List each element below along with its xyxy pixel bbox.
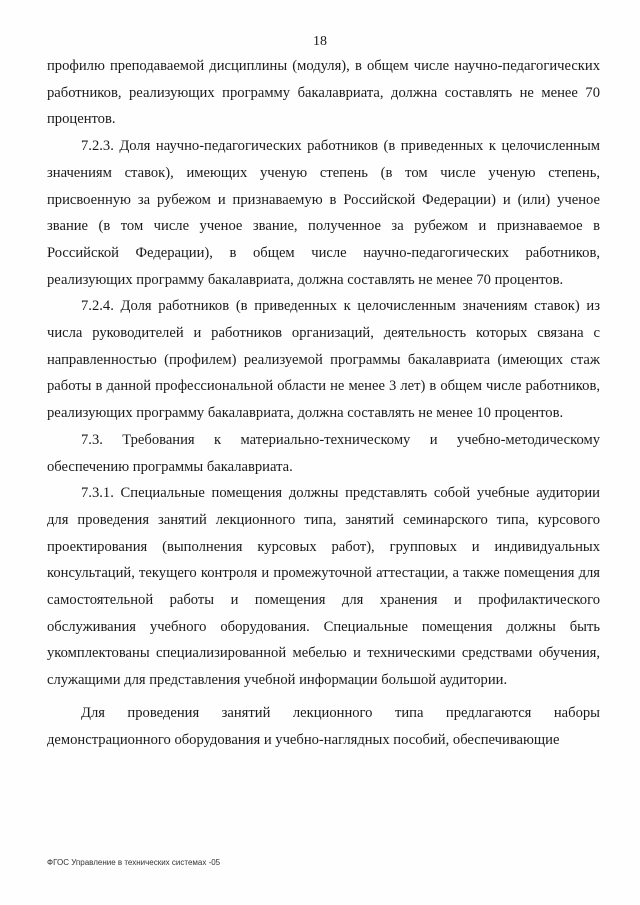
paragraph-lecture-equipment: Для проведения занятий лекционного типа предлагаются наборы демонстрационного оборудования и учебно-наглядных пособий, обеспечивающие — [47, 704, 600, 748]
paragraph-continuation: профилю преподаваемой дисциплины (модуля), в общем числе научно-педагогических работников, реализующих программу бакалавриата, должна составлять не менее 70 процентов. — [47, 58, 600, 128]
paragraph-7-3-1: 7.3.1. Специальные помещения должны представлять собой учебные аудитории для проведения занятий лекционного типа, занятий семинарского типа, курсового проектирования (выполнения курсовых работ), групповых и индивидуальных консультаций, текущего контроля и промежуточной аттестации, а также помещения для самостоятельной работы и помещения для хранения и профилактического обслуживания учебного оборудования. Специальные помещения должны быть укомплектованы специализированной мебелью и техническими средствами обучения, служащими для представления учебной информации большой аудитории. — [47, 485, 600, 689]
page-number: 18 — [313, 34, 327, 49]
paragraph-7-2-3: 7.2.3. Доля научно-педагогических работников (в приведенных к целочисленным значениям ставок), имеющих ученую степень (в том числе ученую степень, присвоенную за рубежом и признаваемую в Российской Федерации) и (или) ученое звание (в том числе ученое звание, полученное за рубежом и признаваемое в Российской Федерации), в общем числе научно-педагогических работников, реализующих программу бакалавриата, должна составлять не менее 70 процентов. — [47, 138, 600, 288]
body-text — [47, 53, 600, 753]
paragraph-7-2-4: 7.2.4. Доля работников (в приведенных к целочисленным значениям ставок) из числа руководителей и работников организаций, деятельность которых связана с направленностью (профилем) реализуемой программы бакалавриата (имеющих стаж работы в данной профессиональной области не менее 3 лет) в общем числе работников, реализующих программу бакалавриата, должна составлять не менее 10 процентов. — [47, 298, 600, 422]
paragraph-7-3: 7.3. Требования к материально-техническому и учебно-методическому обеспечению программы бакалавриата. — [47, 431, 600, 475]
footer-text: ФГОС Управление в технических системах -05 — [47, 858, 221, 867]
